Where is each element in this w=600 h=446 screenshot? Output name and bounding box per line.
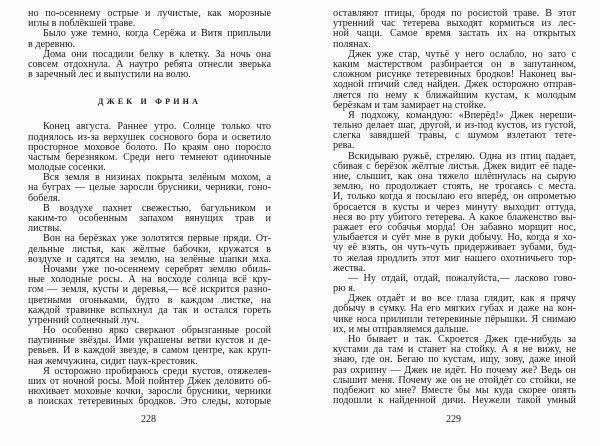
chapter-title: ДЖЕК И ФРИНА: [97, 97, 202, 107]
text-line: паутинные звёзды. Ими украшены ветви кустов и де-: [28, 335, 271, 347]
text-line: бросается в кусты и через минуту выходит оттуда,: [333, 201, 576, 213]
text-line: чу её взять, он чуть-чуть придерживает зубами, буд-: [333, 242, 576, 254]
text-line: берёзкам и там замирает на стойке.: [333, 99, 486, 111]
text-line: каким мастерством разбирается он в запутанном,: [333, 58, 576, 70]
text-line: утренний час тетерева выходят кормиться из лес-: [333, 18, 576, 30]
text-line: ражает его собачья морда! Он забавно морщит нос,: [333, 221, 576, 233]
text-line: слегка завядшей травы, с шумом взлетают тете-: [333, 130, 576, 142]
text-line: чике носа прилипли тетеревиные пёрышки. Я снимаю: [333, 313, 576, 325]
text-line: кустами да там и станет на стойку. А я не вижу, не: [333, 344, 576, 356]
previous-story-ending: [28, 9, 271, 80]
text-line: каждой травинке вспыхнул да так и остался гореть: [28, 304, 271, 316]
text-line: дельные листья, как жёлтые бабочки, кружатся в: [28, 243, 271, 255]
text-line: молодые сосенки.: [28, 162, 106, 174]
text-line: их, и мы отправляемся дальше.: [333, 323, 469, 335]
text-line: добычу в сумку. На его мягких губах и даже на кон-: [333, 303, 576, 315]
text-line: то желая продлить этот миг нашего охотничьего тор-: [333, 252, 576, 264]
text-line: сбивая с берёзок жёлтые листья. Джек видит её паде-: [333, 160, 576, 172]
text-line: Но особенно ярко сверкают обрызганные росой: [43, 325, 271, 337]
text-line: в заречный лес и выпустили на волю.: [28, 69, 191, 81]
text-line: подошли к найденной дичи. Неужели такой умный: [333, 395, 576, 407]
text-line: полянах.: [333, 38, 371, 50]
text-line: но по-осеннему острые и лучистые, как морозные: [28, 8, 271, 19]
page-number-right: 229: [446, 414, 461, 425]
text-line: цветными огоньками, будто в каждом листке, на: [28, 294, 271, 306]
text-line: Но бывает и так. Скроется Джек где-нибудь за: [348, 334, 576, 345]
text-line: — Ну отдай, отдай, пожалуйста,— ласково гово-: [348, 272, 576, 284]
text-line: рю я.: [333, 283, 356, 295]
text-line: утренний солнечный луч.: [28, 314, 140, 326]
text-line: рева.: [333, 140, 355, 152]
text-line: ходной птичий след найден. Джек осторожно отправ-: [333, 79, 576, 91]
text-line: землю, но продолжает стоять, не трогаясь с места.: [333, 181, 576, 193]
text-line: Дома они посадили белку в клетку. За ночь она: [43, 48, 271, 60]
text-line: ших от ночной росы. Мой пойнтер Джек деловито об-: [28, 376, 271, 387]
text-line: бобеля.: [28, 192, 61, 204]
text-line: раз охрипну — Джек не идёт. Но почему же? Ведь он: [333, 364, 576, 376]
text-line: ные холодные росы. А на восходе солнца всё кру-: [28, 274, 271, 286]
text-line: совсем отдохнула. А наутро ребята отнесли зверька: [28, 58, 271, 70]
text-line: ние, слышит, как она тяжело шлёпнулась на сырую: [333, 171, 576, 182]
text-line: воздухе и садятся на землю, на зелёные шапки мха.: [28, 253, 271, 265]
text-line: тельно делает шаг, другой, и из-под кустов, из густой,: [333, 120, 576, 132]
text-line: в деревню.: [28, 38, 76, 50]
text-line: Вон на берёзках уже золотятся первые пряди. От-: [43, 233, 271, 245]
page-number-left: 228: [141, 414, 156, 425]
text-line: ляется по нему к ближайшим кустам, к молодым: [333, 89, 576, 101]
text-line: неся во рту убитого тетерева. А какое блаженство вы-: [333, 211, 576, 223]
text-line: Джек отдаёт и во все глаза глядит, как я прячу: [348, 293, 576, 305]
text-line: поднялось из-за верхушек соснового бора и осветило: [28, 131, 271, 143]
text-line: Я подхожу, командую: «Вперёд!» Джек нереши-: [348, 109, 576, 121]
text-line: нюхивает моховые кочки, заросли брусники, черники: [28, 386, 271, 398]
text-line: листвы.: [28, 223, 62, 235]
text-line: Джек уже стар, чутьё у него ослабло, но зато с: [348, 48, 576, 60]
text-line: ревьев. И в каждой звезде, в самом центре, как круп-: [28, 345, 271, 357]
chapter-text: [28, 122, 271, 407]
text-line: сложном рисунке тетеревиных бродков! Наконец вы-: [333, 69, 576, 81]
text-line: гом — земля, кусты и деревья,— всё искрится разно-: [28, 284, 271, 296]
text-line: И, только когда я посылаю его вперёд, он опрометью: [333, 191, 576, 203]
text-line: частым березняком. Среди него темнеют одиночные: [28, 151, 271, 163]
text-line: каким-то особенным запахом вянущих трав и: [28, 213, 271, 224]
text-line: Я осторожно пробираюсь среди кустов, отяжелев-: [43, 365, 271, 377]
left-page-text: [28, 9, 271, 408]
text-line: на буграх — целые заросли брусники, черники, гоно-: [28, 182, 271, 194]
text-line: жества.: [333, 262, 366, 274]
text-line: иглы в поблёкшей траве.: [28, 18, 136, 30]
text-line: В воздухе пахнет свежестью, багульником и: [43, 202, 271, 214]
text-line: в поисках тетеревиных бродков. Это следы, которые: [28, 396, 271, 408]
text-line: знаю, где он. Бегаю по кустам, ищу, зову, даже иной: [333, 354, 576, 366]
text-line: Вскидываю ружьё, стреляю. Одна из птиц падает,: [348, 150, 576, 162]
text-line: ной чащи. Самое время застать их на открытых: [333, 28, 576, 40]
right-page-text: [333, 9, 576, 406]
text-line: просторное моховое болото. По краям оно поросло: [28, 141, 271, 153]
text-line: Было уже темно, когда Серёжа и Витя приплыли: [43, 28, 271, 40]
text-line: слышит меня. Почему же он не отойдёт со стойки, не: [333, 374, 576, 386]
text-line: оставляют птицы, бродя по росистой траве. В этот: [333, 8, 576, 19]
text-line: Конец августа. Раннее утро. Солнце только что: [43, 121, 271, 133]
text-line: ная жемчужина, сидит паук-крестовик.: [28, 355, 198, 367]
text-line: Ночами уже по-осеннему серебрят землю обиль-: [43, 263, 271, 275]
text-line: подбежит ко мне? Вместе бы мы куда скорее опять: [333, 384, 576, 396]
text-line: Вся земля в низинах покрыта зелёным мохом, а: [43, 172, 271, 184]
text-line: улыбается и суёт мне в руки добычу. Но, когда я хо-: [333, 232, 576, 244]
